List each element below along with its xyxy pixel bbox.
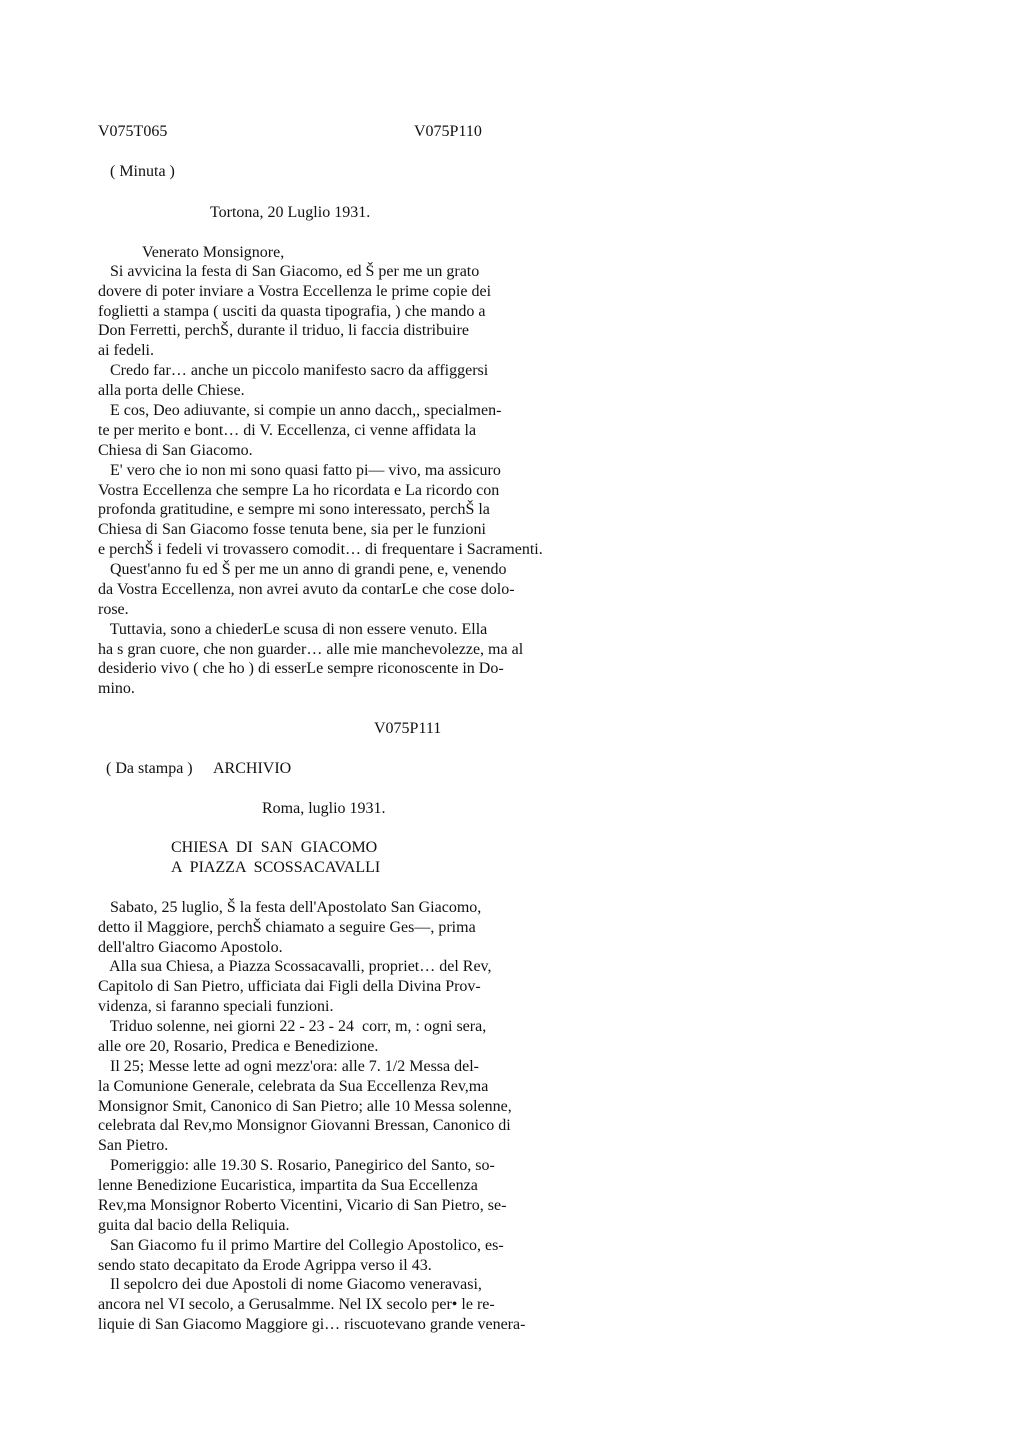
text-line: Credo far… anche un piccolo manifesto sacro da affiggersi [98, 362, 489, 379]
text-line: celebrata dal Rev,mo Monsignor Giovanni Bressan, Canonico di [98, 1117, 511, 1134]
letter-salutation: Venerato Monsignore, [142, 244, 285, 261]
text-line: Chiesa di San Giacomo fosse tenuta bene, sia per le funzioni [98, 521, 486, 538]
text-line: rose. [98, 601, 129, 618]
notice-subtitle: A PIAZZA SCOSSACAVALLI [171, 859, 381, 876]
page-code: V075P111 [374, 720, 442, 737]
source-note: ( Da stampa ) [106, 760, 193, 777]
text-line: Capitolo di San Pietro, ufficiata dai Figli della Divina Prov- [98, 978, 481, 995]
text-line: Si avvicina la festa di San Giacomo, ed Š per me un grato [98, 263, 480, 280]
text-line: Sabato, 25 luglio, Š la festa dell'Apostolato San Giacomo, [98, 899, 482, 916]
text-line: San Giacomo fu il primo Martire del Collegio Apostolico, es- [98, 1237, 504, 1254]
notice-title: CHIESA DI SAN GIACOMO [171, 839, 378, 856]
page-code: V075P110 [414, 123, 482, 140]
text-line: dovere di poter inviare a Vostra Eccellenza le prime copie dei [98, 283, 492, 300]
draft-note: ( Minuta ) [110, 163, 175, 180]
text-line: foglietti a stampa ( usciti da quasta tipografia, ) che mando a [98, 303, 486, 320]
text-line: profonda gratitudine, e sempre mi sono interessato, perchŠ la [98, 501, 490, 518]
text-line: Il 25; Messe lette ad ogni mezz'ora: alle 7. 1/2 Messa del- [98, 1058, 479, 1075]
document-code: V075T065 [98, 123, 168, 140]
text-line: lenne Benedizione Eucaristica, impartita da Sua Eccellenza [98, 1177, 478, 1194]
text-line: sendo stato decapitato da Erode Agrippa verso il 43. [98, 1257, 432, 1274]
text-line: ai fedeli. [98, 342, 154, 359]
text-line: ha s gran cuore, che non guarder… alle mie manchevolezze, ma al [98, 641, 524, 658]
text-line: Triduo solenne, nei giorni 22 - 23 - 24 corr, m, : ogni sera, [98, 1018, 487, 1035]
letter-place-date: Tortona, 20 Luglio 1931. [210, 204, 371, 221]
text-line: ancora nel VI secolo, a Gerusalmme. Nel IX secolo per• le re- [98, 1296, 495, 1313]
text-line: la Comunione Generale, celebrata da Sua Eccellenza Rev,ma [98, 1078, 489, 1095]
text-line: alle ore 20, Rosario, Predica e Benedizione. [98, 1038, 379, 1055]
text-line: te per merito e bont… di V. Eccellenza, ci venne affidata la [98, 422, 477, 439]
text-line: Don Ferretti, perchŠ, durante il triduo, li faccia distribuire [98, 322, 469, 339]
text-line: e perchŠ i fedeli vi trovassero comodit… di frequentare i Sacramenti. [98, 541, 543, 558]
text-line: desiderio vivo ( che ho ) di esserLe sempre riconoscente in Do- [98, 660, 504, 677]
text-line: Tuttavia, sono a chiederLe scusa di non essere venuto. Ella [98, 621, 488, 638]
text-line: videnza, si faranno speciali funzioni. [98, 998, 334, 1015]
text-line: San Pietro. [98, 1137, 169, 1154]
archive-label: ARCHIVIO [213, 760, 292, 777]
text-line: Vostra Eccellenza che sempre La ho ricordata e La ricordo con [98, 482, 500, 499]
text-line: detto il Maggiore, perchŠ chiamato a seguire Ges—, prima [98, 919, 476, 936]
text-line: Pomeriggio: alle 19.30 S. Rosario, Panegirico del Santo, so- [98, 1157, 495, 1174]
text-line: Il sepolcro dei due Apostoli di nome Giacomo veneravasi, [98, 1276, 482, 1293]
text-line: dell'altro Giacomo Apostolo. [98, 939, 283, 956]
text-line: Monsignor Smit, Canonico di San Pietro; alle 10 Messa solenne, [98, 1098, 512, 1115]
text-line: E cos, Deo adiuvante, si compie un anno dacch,, specialmen- [98, 402, 502, 419]
text-line: Quest'anno fu ed Š per me un anno di grandi pene, e, venendo [98, 561, 507, 578]
text-line: guita dal bacio della Reliquia. [98, 1217, 290, 1234]
text-line: liquie di San Giacomo Maggiore gi… riscuotevano grande venera- [98, 1316, 526, 1333]
text-line: Chiesa di San Giacomo. [98, 442, 253, 459]
text-line: Alla sua Chiesa, a Piazza Scossacavalli, propriet… del Rev, [98, 958, 492, 975]
text-line: alla porta delle Chiese. [98, 382, 245, 399]
notice-place-date: Roma, luglio 1931. [262, 800, 386, 817]
text-line: da Vostra Eccellenza, non avrei avuto da contarLe che cose dolo- [98, 581, 515, 598]
text-line: Rev,ma Monsignor Roberto Vicentini, Vicario di San Pietro, se- [98, 1197, 507, 1214]
text-line: mino. [98, 680, 135, 697]
text-line: E' vero che io non mi sono quasi fatto pi— vivo, ma assicuro [98, 462, 501, 479]
